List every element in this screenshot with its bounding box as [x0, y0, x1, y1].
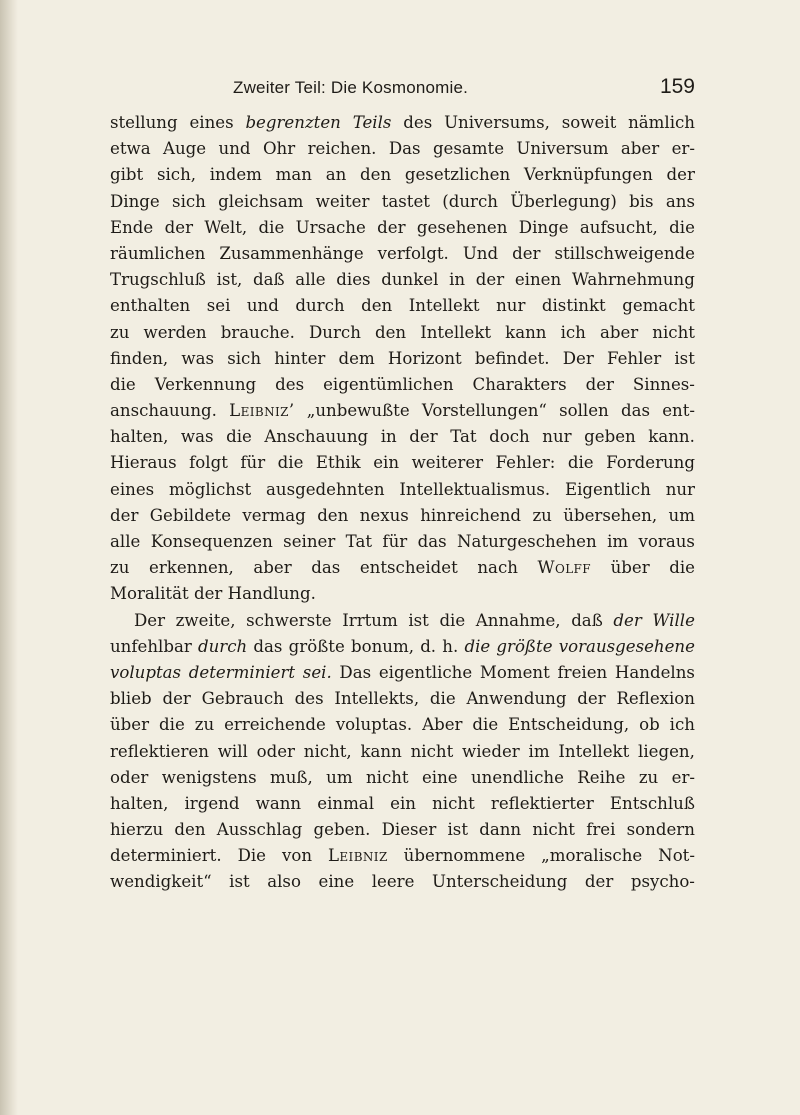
word: Vorstellungen“	[421, 401, 547, 421]
word: folgt	[189, 453, 228, 473]
word: psycho-	[630, 872, 695, 892]
word: was	[180, 427, 214, 447]
page-header	[100, 75, 695, 106]
word: verfolgt.	[377, 243, 449, 263]
word: kann	[360, 741, 402, 761]
word: wenigstens	[161, 767, 257, 787]
word: geben.	[313, 820, 371, 840]
word: und	[246, 296, 279, 316]
word: entscheidet	[359, 558, 458, 578]
word: aber	[599, 322, 639, 342]
word: schwerste	[246, 610, 332, 630]
word: brauche.	[220, 322, 295, 342]
word: der	[475, 270, 505, 290]
word: Teils	[352, 113, 392, 132]
word: bis	[629, 191, 654, 211]
word: Auge	[163, 139, 207, 159]
word: liegen,	[638, 741, 695, 761]
word: den	[374, 322, 407, 342]
word: Unterscheidung	[431, 872, 568, 892]
word: anschauung.	[110, 401, 217, 421]
word: muß,	[269, 767, 313, 787]
word: Und	[462, 243, 499, 263]
word: eines	[189, 113, 234, 132]
word: oder	[256, 741, 295, 761]
word: alle	[295, 270, 326, 290]
word: hinreichend	[420, 505, 522, 525]
word: eine	[421, 767, 458, 787]
text-line	[110, 660, 695, 686]
word: hinter	[274, 348, 326, 368]
word: durch	[295, 296, 345, 316]
word: dies	[336, 270, 371, 290]
word: zu	[110, 558, 130, 578]
word: ist	[447, 820, 468, 840]
text-line	[110, 215, 695, 241]
word: den	[361, 296, 393, 316]
word: unfehlbar	[110, 636, 192, 656]
word: sich	[172, 191, 206, 211]
word: übernommene	[403, 846, 526, 866]
word: ich	[560, 322, 586, 342]
word: in	[449, 270, 466, 290]
word: begrenzten	[245, 113, 341, 132]
word: ist	[229, 872, 250, 892]
text-line	[110, 712, 695, 738]
word: enthalten	[110, 296, 191, 316]
word: Charakters	[472, 374, 567, 394]
word: eigentliche	[378, 662, 473, 682]
word: daß	[571, 610, 603, 630]
word: aber	[253, 558, 292, 578]
word: des	[403, 113, 433, 132]
word: die	[110, 374, 136, 394]
word: das	[253, 636, 283, 656]
text-line	[110, 424, 695, 450]
word: möglichst	[169, 479, 252, 499]
word: das	[620, 401, 650, 421]
word: seiner	[283, 532, 336, 551]
word: distinkt	[541, 296, 606, 316]
word: er-	[671, 767, 695, 787]
word: der	[162, 689, 191, 709]
word: die	[669, 217, 695, 237]
word: zweite,	[175, 610, 236, 630]
word: er-	[671, 139, 695, 159]
word: ist,	[216, 270, 243, 290]
word: man	[275, 165, 312, 185]
text-line	[110, 791, 695, 817]
word: Not-	[658, 846, 695, 866]
word: nach	[477, 558, 518, 578]
word: der	[377, 217, 406, 237]
word: den	[174, 820, 206, 840]
word: finden,	[110, 348, 169, 368]
word: die	[439, 610, 466, 630]
text-line	[110, 477, 695, 503]
word: vermag	[242, 505, 306, 525]
word: tastet	[381, 191, 430, 211]
text-line	[110, 529, 695, 555]
text-line	[110, 320, 695, 346]
word: „moralische	[541, 846, 643, 866]
word: Reflexion	[616, 689, 695, 709]
word: voluptas	[110, 662, 182, 682]
word: Horizont	[387, 348, 462, 368]
word: gemacht	[622, 296, 695, 316]
word: sondern	[626, 820, 695, 840]
word: ob	[639, 715, 660, 735]
word: sollen	[559, 401, 609, 421]
word: voluptas.	[335, 715, 413, 735]
word: des	[275, 374, 305, 394]
word: weiter	[315, 191, 370, 211]
word: ein	[373, 453, 400, 473]
word: Aber	[422, 715, 463, 735]
word: Handelns	[614, 662, 695, 682]
word: zu	[532, 505, 552, 525]
word: um	[668, 505, 695, 525]
word: dunkel	[381, 270, 439, 290]
word: ans	[665, 191, 695, 211]
word: Gebrauch	[201, 689, 284, 709]
word: gesamte	[432, 139, 505, 159]
word: wann	[255, 793, 302, 813]
word: nämlich	[628, 113, 695, 132]
text-line	[110, 869, 695, 895]
word: übersehen,	[563, 505, 658, 525]
word: Intellekts,	[334, 689, 420, 709]
text-line	[110, 686, 695, 712]
word: und	[218, 139, 251, 159]
word: werden	[143, 322, 207, 342]
word: oder	[110, 767, 149, 787]
word: Gebildete	[149, 505, 232, 525]
text-line	[110, 817, 695, 843]
word: zu	[110, 322, 130, 342]
word: Intellektualismus.	[399, 479, 551, 499]
word: Hieraus	[110, 453, 177, 473]
word: eines	[110, 479, 155, 499]
word: gleichsam	[218, 191, 304, 211]
word: sich	[227, 348, 262, 368]
word: Ohr	[262, 139, 296, 159]
word: wendigkeit“	[110, 872, 212, 892]
word: die	[669, 558, 695, 578]
word: halten,	[110, 793, 169, 813]
word: Reihe	[577, 767, 626, 787]
text-line	[110, 555, 695, 581]
word: dann	[479, 820, 522, 840]
word: der	[577, 689, 606, 709]
word: Ende	[110, 217, 154, 237]
word: von	[281, 846, 313, 866]
word: Welt,	[204, 217, 248, 237]
word: also	[267, 872, 301, 892]
word: determiniert	[188, 662, 296, 682]
word: gesehenen	[416, 217, 508, 237]
word: nur	[665, 479, 695, 499]
word: Die	[237, 846, 266, 866]
word: für	[382, 532, 408, 551]
word: voraus	[638, 532, 695, 551]
word: „unbewußte	[306, 401, 410, 421]
word: der	[409, 427, 438, 447]
word: das	[417, 532, 447, 551]
word: Naturgeschehen	[457, 532, 597, 551]
text-line	[110, 372, 695, 398]
word: bonum,	[350, 636, 414, 656]
word: der	[613, 610, 642, 630]
text-line	[110, 608, 695, 634]
word: der	[110, 505, 139, 525]
word: (durch	[442, 191, 498, 211]
text-line	[110, 634, 695, 660]
word: eine	[318, 872, 355, 892]
word: der	[512, 243, 541, 263]
word: ent-	[662, 401, 695, 421]
page-edge-shadow	[0, 0, 18, 1115]
word: sei	[206, 296, 231, 316]
word: Der	[134, 610, 166, 630]
page-number: 159	[659, 75, 695, 98]
word: Wolff	[537, 558, 592, 578]
word: nicht,	[303, 741, 352, 761]
word: die	[277, 453, 304, 473]
word: nicht	[365, 767, 409, 787]
word: einen	[514, 270, 562, 290]
word: Handlung.	[227, 584, 316, 604]
word: irgend	[184, 793, 240, 813]
word: Eigentlich	[565, 479, 651, 499]
word: über	[610, 558, 650, 578]
word: Intellekt	[420, 322, 492, 342]
word: determiniert.	[110, 846, 222, 866]
word: die	[258, 217, 285, 237]
word: ich	[669, 715, 695, 735]
word: sich,	[156, 165, 197, 185]
word: Dinge	[110, 191, 160, 211]
word: Leibniz	[327, 846, 388, 866]
word: d.	[420, 636, 437, 656]
word: Moment	[479, 662, 550, 682]
word: die	[472, 715, 499, 735]
word: Verkennung	[154, 374, 257, 394]
word: Ethik	[315, 453, 361, 473]
word: die	[567, 453, 594, 473]
word: Verknüpfungen	[523, 165, 653, 185]
word: zu	[638, 767, 659, 787]
word: ausgedehnten	[265, 479, 385, 499]
word: Fehler:	[495, 453, 556, 473]
word: ist	[674, 348, 695, 368]
text-line	[110, 398, 695, 424]
word: Moralität	[110, 584, 189, 604]
text-line	[110, 346, 695, 372]
word: im	[607, 532, 629, 551]
word: nur	[542, 427, 572, 447]
word: dem	[338, 348, 375, 368]
word: für	[240, 453, 266, 473]
word: durch	[197, 636, 248, 656]
word: den	[360, 165, 392, 185]
word: ist	[408, 610, 429, 630]
word: aufsucht,	[579, 217, 658, 237]
word: hierzu	[110, 820, 164, 840]
word: nicht	[432, 793, 475, 813]
word: reflektierter	[490, 793, 594, 813]
word: sei.	[302, 662, 332, 682]
word: was	[181, 348, 214, 368]
word: leere	[371, 872, 415, 892]
word: erkennen,	[149, 558, 234, 578]
word: Durch	[308, 322, 361, 342]
body-text	[110, 110, 695, 896]
word: Universums,	[444, 113, 550, 132]
word: räumlichen	[110, 243, 206, 263]
word: soweit	[561, 113, 617, 132]
word: Annahme,	[475, 610, 561, 630]
word: will	[217, 741, 248, 761]
text-line	[110, 241, 695, 267]
word: stillschweigende	[554, 243, 695, 263]
word: Das	[388, 139, 421, 159]
word: die	[159, 715, 185, 735]
word: der	[585, 374, 614, 394]
word: reflektieren	[110, 741, 209, 761]
word: stellung	[110, 113, 178, 132]
word: größte	[496, 636, 553, 656]
word: befindet.	[474, 348, 550, 368]
word: Konsequenzen	[150, 532, 273, 551]
word: unendliche	[471, 767, 564, 787]
word: Intellekt	[558, 741, 630, 761]
word: eigentümlichen	[323, 374, 454, 394]
word: Das	[339, 662, 372, 682]
word: Überlegung)	[510, 191, 617, 211]
text-line	[110, 765, 695, 791]
word: alle	[110, 532, 141, 551]
word: einmal	[317, 793, 374, 813]
text-line	[110, 162, 695, 188]
word: größte	[288, 636, 345, 656]
word: Fehler	[606, 348, 662, 368]
word: Entschluß	[609, 793, 695, 813]
word: nicht	[652, 322, 695, 342]
word: Wahrnehmung	[571, 270, 695, 290]
word: indem	[209, 165, 262, 185]
word: Sinnes-	[632, 374, 695, 394]
word: ein	[390, 793, 416, 813]
word: die	[226, 427, 252, 447]
word: aber	[620, 139, 660, 159]
word: Wille	[652, 610, 695, 630]
word: geben	[584, 427, 636, 447]
word: weiterer	[411, 453, 484, 473]
running-head: Zweiter Teil: Die Kosmonomie.	[233, 78, 469, 97]
text-line	[110, 267, 695, 293]
word: Intellekt	[408, 296, 480, 316]
word: nicht	[532, 820, 575, 840]
text-line	[110, 293, 695, 319]
word: Anschauung	[264, 427, 369, 447]
text-line	[110, 189, 695, 215]
word: gibt	[110, 165, 144, 185]
text-line	[110, 843, 695, 869]
word: den	[317, 505, 349, 525]
word: der	[193, 584, 223, 604]
word: an	[325, 165, 347, 185]
word: zu	[194, 715, 215, 735]
word: Dieser	[381, 820, 437, 840]
word: Ursache	[295, 217, 366, 237]
word: reichen.	[307, 139, 377, 159]
word: Anwendung	[466, 689, 567, 709]
word: Leibniz’	[229, 401, 295, 421]
word: Dinge	[518, 217, 569, 237]
word: Tat	[450, 427, 477, 447]
word: nicht	[410, 741, 454, 761]
word: das	[311, 558, 341, 578]
word: die	[429, 689, 456, 709]
word: frei	[586, 820, 616, 840]
text-line	[110, 739, 695, 765]
text-line	[110, 503, 695, 529]
word: um	[326, 767, 353, 787]
word: über	[110, 715, 150, 735]
word: Tat	[345, 532, 373, 551]
word: der	[666, 165, 695, 185]
word: nexus	[359, 505, 409, 525]
word: Zusammenhänge	[219, 243, 364, 263]
word: blieb	[110, 689, 152, 709]
text-line	[110, 450, 695, 476]
word: die	[464, 636, 491, 656]
word: gesetzlichen	[404, 165, 511, 185]
word: Ausschlag	[216, 820, 303, 840]
word: Der	[562, 348, 594, 368]
text-line	[110, 136, 695, 162]
word: Trugschluß	[110, 270, 206, 290]
word: vorausgesehene	[558, 636, 695, 656]
word: halten,	[110, 427, 169, 447]
word: kann.	[648, 427, 695, 447]
word: im	[528, 741, 550, 761]
text-line	[110, 110, 695, 136]
word: etwa	[110, 139, 151, 159]
word: der	[584, 872, 614, 892]
word: in	[380, 427, 397, 447]
word: doch	[489, 427, 530, 447]
word: Irrtum	[342, 610, 398, 630]
word: nur	[496, 296, 526, 316]
word: Forderung	[606, 453, 695, 473]
word: daß	[253, 270, 285, 290]
word: Universum	[516, 139, 609, 159]
word: Entscheidung,	[508, 715, 630, 735]
word: wieder	[462, 741, 520, 761]
text-line	[110, 581, 695, 607]
word: erreichende	[224, 715, 326, 735]
word: h.	[442, 636, 459, 656]
word: freien	[557, 662, 608, 682]
word: der	[164, 217, 193, 237]
word: kann	[505, 322, 547, 342]
word: des	[294, 689, 324, 709]
